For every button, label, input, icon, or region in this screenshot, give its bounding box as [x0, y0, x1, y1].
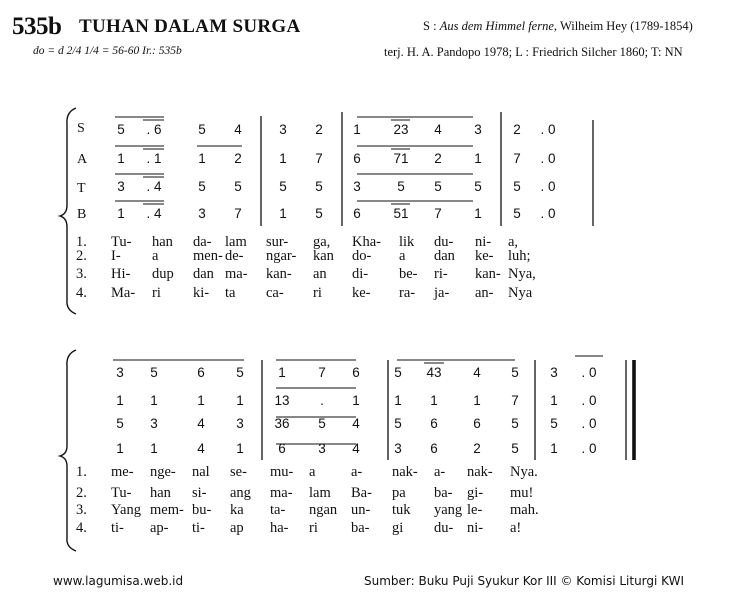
lyric-syllable: kan-: [475, 266, 501, 282]
verse-number: 4.: [76, 520, 87, 536]
note-s1-s-1: . 6: [146, 122, 162, 137]
note-s2-s-10: 5: [511, 365, 519, 380]
lyric-syllable: nak-: [467, 464, 493, 480]
lyric-syllable: me-: [111, 464, 134, 480]
lyric-syllable: ra-: [399, 285, 416, 301]
lyric-syllable: du-: [434, 234, 454, 250]
note-s1-a-5: 7: [315, 151, 323, 166]
lyric-syllable: ngan: [309, 502, 338, 518]
lyric-syllable: Nya,: [508, 266, 536, 282]
note-s2-t-4: 36: [274, 416, 290, 431]
lyric-syllable: nak-: [392, 464, 418, 480]
lyric-syllable: ta-: [270, 502, 286, 518]
lyric-syllable: ang: [230, 485, 251, 501]
lyric-syllable: de-: [225, 248, 244, 264]
verse-number: 3.: [76, 266, 87, 282]
lyric-syllable: pa: [392, 485, 406, 501]
voice-labels: [77, 121, 88, 222]
note-s2-a-9: 1: [473, 393, 481, 408]
note-s2-t-6: 4: [352, 416, 360, 431]
note-s1-b-11: . 0: [540, 206, 556, 221]
note-s2-s-7: 5: [394, 365, 402, 380]
lyric-syllable: dup: [152, 266, 174, 282]
lyric-syllable: ngar-: [266, 248, 297, 264]
note-s1-b-8: 7: [434, 206, 442, 221]
note-s2-b-2: 4: [197, 441, 205, 456]
system1-lyrics: [76, 234, 536, 301]
note-s1-s-10: 2: [513, 122, 521, 137]
lyric-syllable: tuk: [392, 502, 411, 518]
note-s1-a-10: 7: [513, 151, 521, 166]
note-s1-a-2: 1: [198, 151, 206, 166]
lyric-syllable: ri-: [434, 266, 448, 282]
lyric-syllable: di-: [352, 266, 369, 282]
lyric-syllable: a-: [351, 464, 363, 480]
lyric-syllable: du-: [434, 520, 454, 536]
source-title: Aus dem Himmel ferne,: [439, 19, 558, 33]
source-author: Wilheim Hey (1789-1854): [559, 19, 693, 33]
note-s1-s-11: . 0: [540, 122, 556, 137]
song-number: 535b: [12, 13, 62, 40]
note-s2-a-1: 1: [150, 393, 158, 408]
note-s2-a-2: 1: [197, 393, 205, 408]
note-s1-t-3: 5: [234, 179, 242, 194]
note-s2-a-0: 1: [116, 393, 124, 408]
lyric-syllable: Ma-: [111, 285, 136, 301]
note-s1-b-7: 51: [393, 206, 409, 221]
note-s1-b-6: 6: [353, 206, 361, 221]
lyric-syllable: be-: [399, 266, 418, 282]
lyric-syllable: Tu-: [111, 234, 132, 250]
song-title: TUHAN DALAM SURGA: [79, 16, 301, 37]
lyric-syllable: men-: [193, 248, 223, 264]
note-s2-b-11: 1: [550, 441, 558, 456]
lyric-syllable: ki-: [193, 285, 210, 301]
lyric-syllable: mu!: [510, 485, 534, 501]
note-s2-s-1: 5: [150, 365, 158, 380]
lyric-syllable: ma-: [270, 485, 293, 501]
note-s1-b-2: 3: [198, 206, 206, 221]
lyric-syllable: ke-: [352, 285, 371, 301]
lyric-syllable: Nya.: [510, 464, 538, 480]
note-s2-a-12: . 0: [581, 393, 597, 408]
lyric-syllable: a,: [508, 234, 519, 250]
lyric-syllable: da-: [193, 234, 212, 250]
lyric-syllable: Nya: [508, 285, 533, 301]
note-s1-t-9: 5: [474, 179, 482, 194]
note-s1-s-3: 4: [234, 122, 242, 137]
lyric-syllable: a: [399, 248, 406, 264]
lyric-syllable: lam: [225, 234, 247, 250]
lyric-syllable: a-: [434, 464, 446, 480]
system1-brace: [60, 108, 76, 314]
note-s2-s-6: 6: [352, 365, 360, 380]
note-s1-a-11: . 0: [540, 151, 556, 166]
lyric-syllable: nal: [192, 464, 210, 480]
note-s2-b-8: 6: [430, 441, 438, 456]
translation-credit: terj. H. A. Pandopo 1978; L : Friedrich Silcher 1860; T: NN: [384, 45, 683, 59]
note-s2-b-7: 3: [394, 441, 402, 456]
note-s1-s-6: 1: [353, 122, 361, 137]
lyric-syllable: dan: [193, 266, 214, 282]
note-s2-b-12: . 0: [581, 441, 597, 456]
lyric-syllable: yang: [434, 502, 463, 518]
note-s1-s-9: 3: [474, 122, 482, 137]
lyric-syllable: mu-: [270, 464, 294, 480]
note-s2-s-9: 4: [473, 365, 481, 380]
note-s1-t-4: 5: [279, 179, 287, 194]
note-s2-s-3: 5: [236, 365, 244, 380]
note-s1-s-4: 3: [279, 122, 287, 137]
note-s1-t-11: . 0: [540, 179, 556, 194]
lyric-syllable: ga,: [313, 234, 331, 250]
note-s2-t-10: 5: [511, 416, 519, 431]
lyric-syllable: han: [150, 485, 171, 501]
lyric-syllable: Hi-: [111, 266, 131, 282]
note-s1-t-8: 5: [434, 179, 442, 194]
lyric-syllable: ni-: [467, 520, 484, 536]
lyric-syllable: a: [309, 464, 316, 480]
lyric-syllable: ha-: [270, 520, 289, 536]
note-s2-t-11: 5: [550, 416, 558, 431]
note-s2-s-2: 6: [197, 365, 205, 380]
lyric-syllable: Yang: [111, 502, 141, 518]
note-s1-t-6: 3: [353, 179, 361, 194]
note-s1-a-4: 1: [279, 151, 287, 166]
verse-number: 2.: [76, 248, 87, 264]
voice-label-b: B: [77, 207, 87, 222]
lyric-syllable: ap: [230, 520, 244, 536]
lyric-syllable: nge-: [150, 464, 176, 480]
lyric-syllable: lam: [309, 485, 331, 501]
lyric-syllable: Kha-: [352, 234, 381, 250]
note-s1-b-1: . 4: [146, 206, 162, 221]
note-s1-b-9: 1: [474, 206, 482, 221]
lyric-syllable: ni-: [475, 234, 492, 250]
note-s2-b-5: 3: [318, 441, 326, 456]
lyric-syllable: ti-: [111, 520, 124, 536]
note-s2-t-7: 5: [394, 416, 402, 431]
lyric-syllable: gi: [392, 520, 404, 536]
note-s1-t-2: 5: [198, 179, 206, 194]
note-s1-t-0: 3: [117, 179, 125, 194]
lyric-syllable: se-: [230, 464, 247, 480]
lyric-syllable: I-: [111, 248, 121, 264]
voice-label-a: A: [77, 152, 88, 167]
note-s1-s-0: 5: [117, 122, 125, 137]
lyric-syllable: mah.: [510, 502, 539, 518]
lyric-syllable: ap-: [150, 520, 169, 536]
note-s2-t-2: 4: [197, 416, 205, 431]
note-s1-a-7: 71: [393, 151, 409, 166]
verse-number: 1.: [76, 234, 87, 250]
verse-number: 4.: [76, 285, 87, 301]
lyric-syllable: Ba-: [351, 485, 372, 501]
lyric-syllable: ke-: [475, 248, 494, 264]
note-s1-b-0: 1: [117, 206, 125, 221]
note-s1-a-8: 2: [434, 151, 442, 166]
lyric-syllable: ri: [152, 285, 161, 301]
note-s2-a-6: 1: [352, 393, 360, 408]
lyric-syllable: ri: [313, 285, 322, 301]
note-s1-t-1: . 4: [146, 179, 162, 194]
lyric-syllable: han: [152, 234, 173, 250]
note-s2-s-0: 3: [116, 365, 124, 380]
note-s1-b-10: 5: [513, 206, 521, 221]
note-s2-t-12: . 0: [581, 416, 597, 431]
note-s2-t-8: 6: [430, 416, 438, 431]
voice-label-s: S: [77, 121, 85, 136]
lyric-syllable: bu-: [192, 502, 212, 518]
note-s2-s-12: . 0: [581, 365, 597, 380]
note-s1-b-4: 1: [279, 206, 287, 221]
note-s2-a-3: 1: [236, 393, 244, 408]
note-s2-a-4: 13: [274, 393, 290, 408]
note-s2-b-10: 5: [511, 441, 519, 456]
verse-number: 1.: [76, 464, 87, 480]
lyric-syllable: ti-: [192, 520, 205, 536]
note-s2-t-5: 5: [318, 416, 326, 431]
lyric-syllable: a!: [510, 520, 522, 536]
lyric-syllable: kan-: [266, 266, 292, 282]
lyric-syllable: ta: [225, 285, 236, 301]
note-s1-s-5: 2: [315, 122, 323, 137]
source-prefix: S :: [423, 19, 437, 33]
note-s1-a-9: 1: [474, 151, 482, 166]
note-s2-b-1: 1: [150, 441, 158, 456]
note-s2-a-11: 1: [550, 393, 558, 408]
lyric-syllable: dan: [434, 248, 455, 264]
lyric-syllable: le-: [467, 502, 483, 518]
note-s2-t-0: 5: [116, 416, 124, 431]
note-s2-b-6: 4: [352, 441, 360, 456]
lyric-syllable: an: [313, 266, 327, 282]
note-s2-b-3: 1: [236, 441, 244, 456]
note-s2-s-4: 1: [278, 365, 286, 380]
lyric-syllable: ba-: [434, 485, 453, 501]
lyric-syllable: an-: [475, 285, 494, 301]
note-s1-a-6: 6: [353, 151, 361, 166]
note-s1-s-2: 5: [198, 122, 206, 137]
lyric-syllable: ka: [230, 502, 244, 518]
lyric-syllable: ja-: [434, 285, 450, 301]
note-s1-t-7: 5: [397, 179, 405, 194]
note-s1-b-5: 5: [315, 206, 323, 221]
note-s1-t-5: 5: [315, 179, 323, 194]
lyric-syllable: Tu-: [111, 485, 132, 501]
lyric-syllable: lik: [399, 234, 415, 250]
system2-lyrics: [76, 464, 539, 536]
lyric-syllable: ca-: [266, 285, 284, 301]
lyric-syllable: ma-: [225, 266, 248, 282]
note-s2-a-7: 1: [394, 393, 402, 408]
note-s2-s-11: 3: [550, 365, 558, 380]
system1-beams: [115, 117, 473, 204]
note-s2-s-8: 43: [426, 365, 442, 380]
note-s1-a-1: . 1: [146, 151, 162, 166]
lyric-syllable: kan: [313, 248, 334, 264]
note-s2-s-5: 7: [318, 365, 326, 380]
note-s1-a-3: 2: [234, 151, 242, 166]
note-s2-t-1: 3: [150, 416, 158, 431]
note-s1-t-10: 5: [513, 179, 521, 194]
lyric-syllable: si-: [192, 485, 207, 501]
note-s2-b-0: 1: [116, 441, 124, 456]
key-signature-line: do = d 2/4 1/4 = 56-60 Ir.: 535b: [33, 45, 182, 57]
note-s2-t-3: 3: [236, 416, 244, 431]
note-s1-s-8: 4: [434, 122, 442, 137]
lyric-syllable: a: [152, 248, 159, 264]
note-s2-b-4: 6: [278, 441, 286, 456]
lyric-syllable: mem-: [150, 502, 184, 518]
website-credit: www.lagumisa.web.id: [53, 574, 184, 588]
note-s2-t-9: 6: [473, 416, 481, 431]
system2-brace: [60, 350, 76, 551]
system1-notes: [117, 122, 555, 221]
source-credit: Sumber: Buku Puji Syukur Kor III © Komisi Liturgi KWI: [364, 574, 685, 588]
lyric-syllable: gi-: [467, 485, 484, 501]
lyric-syllable: un-: [351, 502, 371, 518]
lyric-syllable: sur-: [266, 234, 289, 250]
note-s2-a-8: 1: [430, 393, 438, 408]
voice-label-t: T: [77, 181, 86, 196]
note-s1-b-3: 7: [234, 206, 242, 221]
verse-number: 3.: [76, 502, 87, 518]
note-s1-s-7: 23: [393, 122, 409, 137]
lyric-syllable: ri: [309, 520, 318, 536]
lyric-syllable: ba-: [351, 520, 370, 536]
note-s2-a-5: .: [320, 393, 324, 408]
lyric-syllable: do-: [352, 248, 372, 264]
note-s1-a-0: 1: [117, 151, 125, 166]
lyric-syllable: luh;: [508, 248, 531, 264]
system2-notes: [116, 365, 596, 456]
note-s2-a-10: 7: [511, 393, 519, 408]
verse-number: 2.: [76, 485, 87, 501]
note-s2-b-9: 2: [473, 441, 481, 456]
